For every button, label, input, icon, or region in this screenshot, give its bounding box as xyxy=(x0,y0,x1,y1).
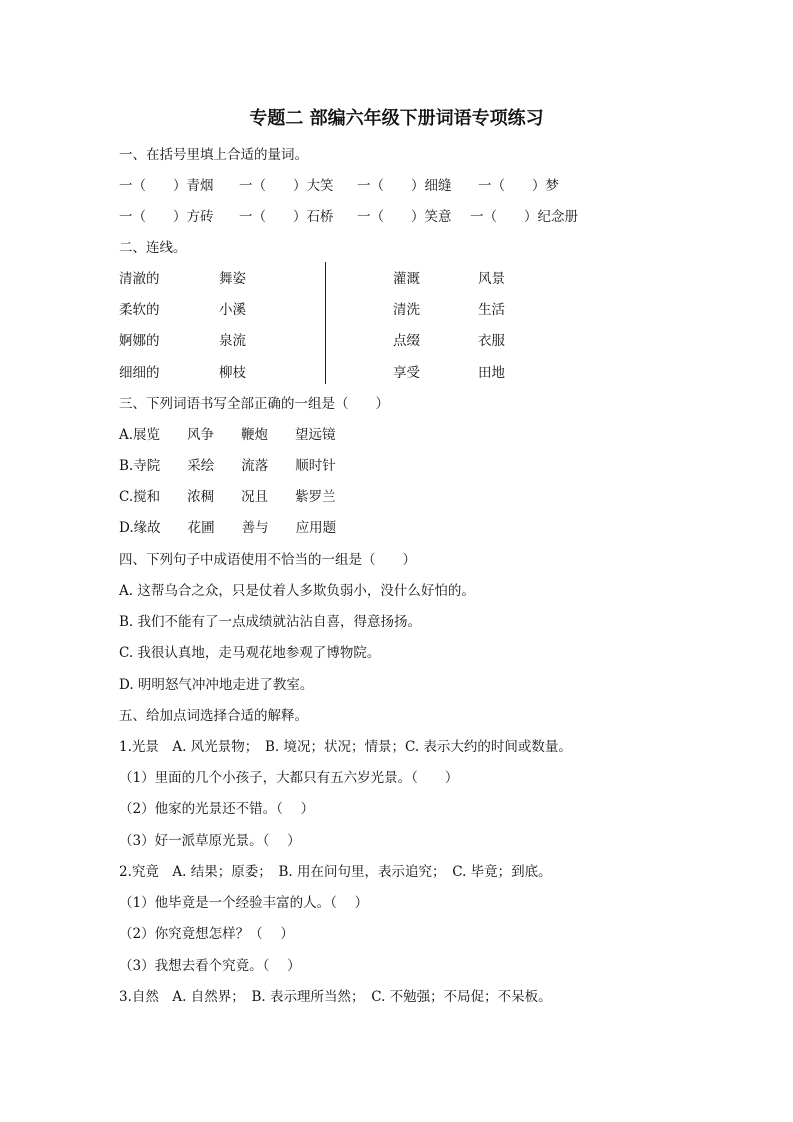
question-stem: 3.自然 A. 自然界； B. 表示理所当然； C. 不勉强；不局促；不呆板。 xyxy=(119,989,552,1005)
choice-option: D.缘故 花圃 善与 应用题 xyxy=(119,520,337,536)
choice-option: C. 我很认真地，走马观花地参观了博物院。 xyxy=(119,645,381,661)
column-divider xyxy=(325,262,326,384)
section3-heading: 三、下列词语书写全部正确的一组是（ ） xyxy=(119,396,389,412)
choice-option: B. 我们不能有了一点成绩就沾沾自喜，得意扬扬。 xyxy=(119,614,422,630)
choice-option: D. 明明怒气冲冲地走进了教室。 xyxy=(119,677,314,693)
question-item: （3）好一派草原光景。（ ） xyxy=(119,833,301,849)
measure-word-item: 一（ ）方砖 xyxy=(119,209,214,225)
match-word-right-target: 田地 xyxy=(478,365,505,381)
match-word-left: 细细的 xyxy=(119,365,160,381)
section2-heading: 二、连线。 xyxy=(119,240,187,256)
match-word-right-target: 衣服 xyxy=(478,333,505,349)
question-stem: 1.光景 A. 风光景物； B. 境况；状况；情景；C. 表示大约的时间或数量。 xyxy=(119,739,572,755)
question-item: （2）你究竟想怎样？（ ） xyxy=(119,926,294,942)
match-word-left-target: 柳枝 xyxy=(219,365,246,381)
match-word-right: 灌溉 xyxy=(393,271,420,287)
match-word-left: 婀娜的 xyxy=(119,333,160,349)
measure-word-item: 一（ ）大笑 xyxy=(239,178,334,194)
question-item: （1）里面的几个小孩子，大都只有五六岁光景。（ ） xyxy=(119,770,459,786)
question-item: （3）我想去看个究竟。（ ） xyxy=(119,958,301,974)
match-word-right-target: 生活 xyxy=(478,302,505,318)
choice-option: A.展览 风争 鞭炮 望远镜 xyxy=(119,427,336,443)
match-word-right: 清洗 xyxy=(393,302,420,318)
match-word-left-target: 舞姿 xyxy=(219,271,246,287)
match-word-right: 点缀 xyxy=(393,333,420,349)
choice-option: B.寺院 采绘 流落 顺时针 xyxy=(119,458,336,474)
measure-word-item: 一（ ）石桥 xyxy=(239,209,334,225)
measure-word-item: 一（ ）青烟 xyxy=(119,178,214,194)
match-word-left-target: 泉流 xyxy=(219,333,246,349)
match-word-left-target: 小溪 xyxy=(219,302,246,318)
measure-word-item: 一（ ）梦 xyxy=(478,178,559,194)
section5-heading: 五、给加点词选择合适的解释。 xyxy=(119,708,308,724)
measure-word-item: 一（ ）纪念册 xyxy=(470,209,578,225)
match-word-right: 享受 xyxy=(393,365,420,381)
measure-word-item: 一（ ）细缝 xyxy=(357,178,452,194)
question-item: （1）他毕竟是一个经验丰富的人。（ ） xyxy=(119,895,369,911)
match-word-left: 清澈的 xyxy=(119,271,160,287)
question-stem: 2.究竟 A. 结果；原委； B. 用在问句里，表示追究； C. 毕竟；到底。 xyxy=(119,864,552,880)
choice-option: C.搅和 浓稠 况且 紫罗兰 xyxy=(119,489,336,505)
page-title: 专题二 部编六年级下册词语专项练习 xyxy=(249,108,544,129)
question-item: （2）他家的光景还不错。（ ） xyxy=(119,801,315,817)
measure-word-item: 一（ ）笑意 xyxy=(357,209,452,225)
match-word-right-target: 风景 xyxy=(478,271,505,287)
choice-option: A. 这帮乌合之众，只是仗着人多欺负弱小，没什么好怕的。 xyxy=(119,583,475,599)
match-word-left: 柔软的 xyxy=(119,302,160,318)
section1-heading: 一、在括号里填上合适的量词。 xyxy=(119,147,308,163)
section4-heading: 四、下列句子中成语使用不恰当的一组是（ ） xyxy=(119,552,416,568)
